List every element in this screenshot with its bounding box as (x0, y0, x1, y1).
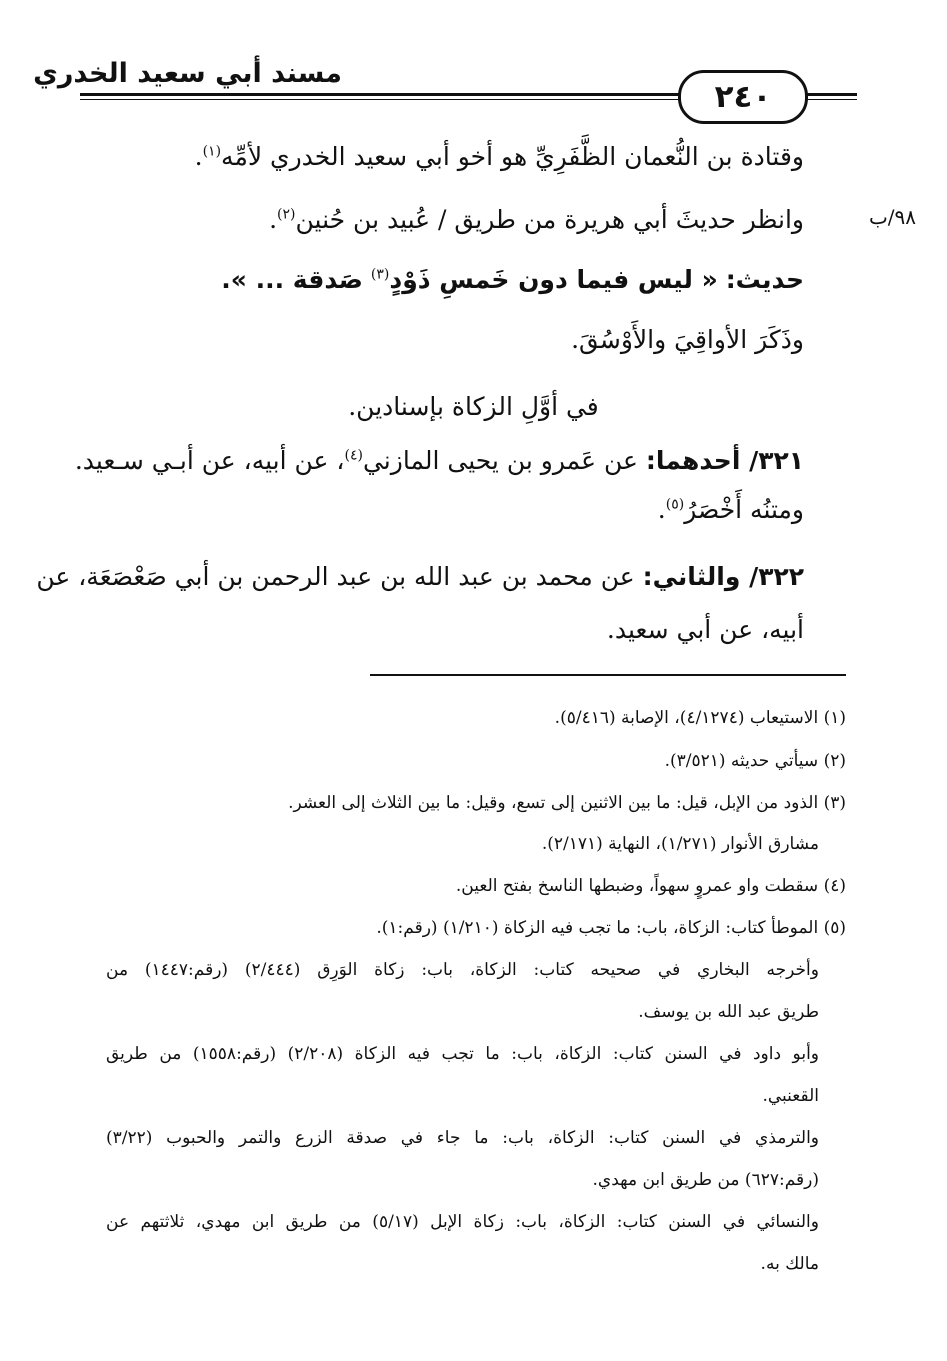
hadith-label: حديث: (725, 265, 804, 294)
footnote-5-tirmidhi: والترمذي في السنن كتاب: الزكاة، باب: ما جاء في صدقة الزرع والتمر والحبوب (٣/٢٢) (106, 1128, 819, 1148)
item-322-label: ٣٢٢/ والثاني: (642, 562, 804, 591)
body-line-2: وانظر حديثَ أبي هريرة من طريق / عُبيد بن حُنين$^{(٢)}$. (269, 205, 804, 234)
footnote-3: (٣) الذود من الإبل، قيل: ما بين الاثنين إلى تسع، وقيل: ما بين الثلاث إلى العشر. (288, 793, 846, 813)
footnote-ref-5[interactable]: (٥) (665, 496, 685, 513)
section-heading: في أوَّلِ الزكاة بإسنادين. (348, 392, 599, 421)
footnote-5-tirmidhi-continuation: (رقم:٦٢٧) من طريق ابن مهدي. (592, 1170, 819, 1190)
footnote-5-bukhari-continuation: طريق عبد الله بن يوسف. (638, 1002, 819, 1022)
running-header-title: مسند أبي سعيد الخدري (33, 58, 342, 89)
item-322: ٣٢٢/ والثاني: عن محمد بن عبد الله بن عبد الرحمن بن أبي صَعْصَعَة، عن (36, 562, 804, 591)
footnote-1: (١) الاستيعاب (٤/١٢٧٤)، الإصابة (٥/٤١٦). (554, 708, 846, 728)
item-321: ٣٢١/ أحدهما: عن عَمرو بن يحيى المازني$^{(٤)}$، عن أبيه، عن أبـي سـعيد. (74, 446, 804, 475)
footnote-5-abudawud-continuation: القعنبي. (762, 1086, 819, 1106)
footnote-3-continuation: مشارق الأنوار (١/٢٧١)، النهاية (٢/١٧١). (541, 834, 819, 854)
page-number: ٢٤٠ (678, 70, 808, 124)
body-line-1: وقتادة بن النُّعمان الظَّفَرِيِّ هو أخو أبي سعيد الخدري لأمِّه$^{(١)}$. (194, 142, 804, 171)
item-321-label: ٣٢١/ أحدهما: (645, 446, 804, 475)
footnote-ref-3[interactable]: (٣) (370, 266, 390, 283)
item-321-continuation: ومتنُه أَخْصَرُ$^{(٥)}$. (657, 495, 804, 524)
manuscript-folio-note: ٩٨/ب (868, 205, 916, 229)
footnote-2: (٢) سيأتي حديثه (٣/٥٢١). (664, 751, 846, 771)
footnote-5-bukhari: وأخرجه البخاري في صحيحه كتاب: الزكاة، باب: زكاة الوَرِق (٢/٤٤٤) (رقم:١٤٤٧) من (106, 960, 819, 980)
footnote-ref-4[interactable]: (٤) (344, 447, 363, 464)
body-line-4: وذَكَرَ الأواقِيَ والأَوْسُقَ. (571, 325, 804, 354)
hadith-line: حديث: « ليس فيما دون خَمسِ ذَوْدٍ$^{(٣)}$ صَدقة ... ». (221, 265, 804, 294)
item-322-continuation: أبيه، عن أبي سعيد. (606, 615, 804, 644)
footnote-ref-1[interactable]: (١) (202, 143, 222, 160)
footnote-5-nasai-continuation: مالك به. (760, 1254, 819, 1274)
footnote-5: (٥) الموطأ كتاب: الزكاة، باب: ما تجب فيه الزكاة (١/٢١٠) (رقم:١). (376, 918, 846, 938)
footnote-separator (370, 674, 846, 676)
footnote-ref-2[interactable]: (٢) (277, 206, 296, 223)
footnote-4: (٤) سقطت واو عمروٍ سهواً، وضبطها الناسخ بفتح العين. (455, 876, 846, 896)
footnote-5-abudawud: وأبو داود في السنن كتاب: الزكاة، باب: ما تجب فيه الزكاة (٢/٢٠٨) (رقم:١٥٥٨) من طريق (106, 1044, 819, 1064)
footnote-5-nasai: والنسائي في السنن كتاب: الزكاة، باب: زكاة الإبل (٥/١٧) من طريق ابن مهدي، ثلاثتهم عن (106, 1212, 819, 1232)
